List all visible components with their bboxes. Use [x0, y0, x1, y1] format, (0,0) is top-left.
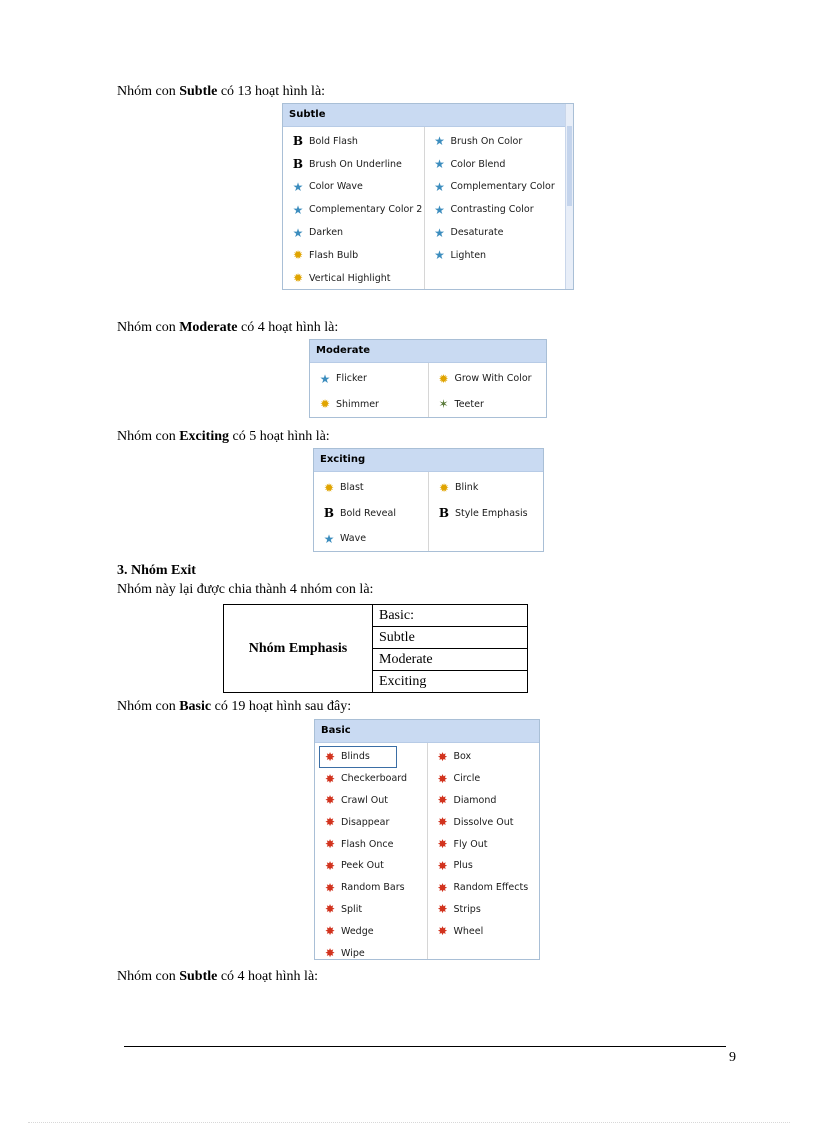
table-cell: Moderate: [373, 649, 528, 671]
effect-label: Split: [341, 903, 363, 915]
effect-item[interactable]: [315, 855, 427, 877]
flash-star-icon: ✹: [438, 480, 450, 495]
flash-star-icon: ✹: [319, 397, 331, 412]
emphasis-groups-table: [223, 604, 528, 693]
color-star-icon: ★: [319, 371, 331, 386]
effect-label: Bold Flash: [309, 135, 358, 147]
effect-item[interactable]: [428, 790, 540, 812]
effect-item[interactable]: [314, 501, 428, 527]
flash-star-icon: ✹: [323, 480, 335, 495]
effect-label: Box: [453, 751, 472, 763]
effect-item[interactable]: [425, 130, 566, 153]
effect-label: Teeter: [454, 398, 484, 410]
panel-header: Moderate: [310, 340, 546, 363]
color-star-icon: ★: [292, 225, 304, 240]
effect-label: Crawl Out: [341, 794, 389, 806]
scrollbar-thumb[interactable]: [567, 126, 572, 206]
effect-label: Wedge: [341, 925, 374, 937]
effect-item[interactable]: [425, 198, 566, 221]
effect-item[interactable]: [428, 855, 540, 877]
color-star-icon: ★: [323, 531, 335, 546]
effects-column-left: [283, 127, 424, 289]
effect-item[interactable]: [429, 392, 547, 418]
effects-column-right: [427, 743, 540, 959]
scrollbar[interactable]: [565, 104, 573, 289]
effect-item[interactable]: [429, 475, 543, 501]
effects-column-right: [428, 363, 547, 417]
exit-star-icon: ✸: [324, 880, 336, 895]
effect-label: Style Emphasis: [455, 507, 528, 519]
effects-column-right: [424, 127, 566, 289]
effect-label: Circle: [453, 773, 481, 785]
effect-item[interactable]: [315, 768, 427, 790]
bold-effect-icon: B: [438, 506, 450, 521]
exit-star-icon: ✸: [437, 749, 448, 764]
paragraph-subtle-intro: Nhóm con Subtle có 13 hoạt hình là:: [117, 84, 326, 99]
effect-item[interactable]: [429, 501, 543, 527]
exit-star-icon: ✸: [437, 880, 448, 895]
effect-label: Color Wave: [309, 181, 363, 193]
paragraph-basic-intro: Nhóm con Basic có 19 hoạt hình sau đây:: [117, 699, 352, 714]
effect-label: Diamond: [453, 794, 497, 806]
effect-label: Blink: [455, 482, 479, 494]
paragraph-subtle-exit-intro: Nhóm con Subtle có 4 hoạt hình là:: [117, 969, 319, 984]
exit-star-icon: ✸: [324, 837, 336, 852]
effect-item[interactable]: [283, 130, 424, 153]
table-cell: Exciting: [373, 671, 528, 693]
page-number: 9: [729, 1050, 736, 1065]
exit-star-icon: ✸: [324, 924, 336, 939]
effect-item[interactable]: [310, 392, 428, 418]
exit-star-icon: ✸: [324, 858, 336, 873]
effect-label: Wheel: [453, 925, 484, 937]
exit-star-icon: ✸: [324, 749, 336, 764]
effect-label: Flicker: [336, 373, 367, 385]
effect-item[interactable]: [315, 811, 427, 833]
effect-label: Blinds: [341, 751, 370, 763]
exit-star-icon: ✸: [437, 924, 448, 939]
effect-item[interactable]: [314, 526, 428, 552]
exit-star-icon: ✸: [437, 793, 448, 808]
effect-label: Blast: [340, 482, 364, 494]
section-heading-exit: 3. Nhóm Exit: [117, 563, 196, 578]
effect-label: Peek Out: [341, 860, 384, 872]
effect-label: Color Blend: [450, 158, 506, 170]
effect-item[interactable]: [283, 267, 424, 290]
effect-label: Strips: [453, 903, 481, 915]
table-cell: Subtle: [373, 627, 528, 649]
paragraph-exciting-intro: Nhóm con Exciting có 5 hoạt hình là:: [117, 429, 330, 444]
effect-item[interactable]: [283, 153, 424, 176]
effect-label: Flash Once: [341, 838, 394, 850]
effect-item[interactable]: [283, 244, 424, 267]
effect-item[interactable]: [428, 768, 540, 790]
effect-item[interactable]: [425, 221, 566, 244]
exit-star-icon: ✸: [324, 902, 336, 917]
effect-label: Disappear: [341, 816, 390, 828]
effect-label: Contrasting Color: [450, 204, 534, 216]
effect-label: Wipe: [341, 947, 365, 959]
effect-item[interactable]: [283, 221, 424, 244]
exit-star-icon: ✸: [437, 815, 448, 830]
effect-label: Flash Bulb: [309, 249, 359, 261]
effect-label: Random Effects: [453, 882, 529, 894]
effect-label: Wave: [340, 533, 367, 545]
effect-item[interactable]: [283, 198, 424, 221]
subtle-effects-panel: [282, 103, 574, 290]
effects-column-right: [428, 472, 543, 551]
exit-star-icon: ✸: [437, 837, 448, 852]
bold-effect-icon: B: [323, 506, 335, 521]
effect-item[interactable]: [428, 746, 540, 768]
exit-star-icon: ✸: [437, 902, 448, 917]
effect-item[interactable]: [428, 877, 540, 899]
flash-star-icon: ✹: [438, 371, 449, 386]
exit-star-icon: ✸: [324, 946, 336, 960]
effect-label: Bold Reveal: [340, 507, 396, 519]
color-star-icon: ★: [434, 248, 445, 263]
flash-star-icon: ✹: [292, 271, 304, 286]
color-star-icon: ★: [434, 225, 445, 240]
effect-item[interactable]: [315, 790, 427, 812]
table-cell: Basic:: [373, 605, 528, 627]
bold-effect-icon: B: [292, 157, 304, 172]
effect-item[interactable]: [425, 244, 566, 267]
effect-item[interactable]: [315, 833, 427, 855]
effect-item[interactable]: [283, 176, 424, 199]
effect-label: Complementary Color: [450, 181, 555, 193]
color-star-icon: ★: [292, 202, 304, 217]
effect-item[interactable]: [428, 811, 540, 833]
panel-header: Subtle: [283, 104, 573, 127]
effect-label: Checkerboard: [341, 773, 408, 785]
footer-rule: [124, 1046, 726, 1047]
effect-label: Desaturate: [450, 227, 504, 239]
exit-star-icon: ✸: [324, 815, 336, 830]
exit-star-icon: ✸: [324, 771, 336, 786]
effect-item[interactable]: [428, 833, 540, 855]
color-star-icon: ★: [434, 157, 445, 172]
effect-label: Brush On Underline: [309, 158, 402, 170]
exciting-effects-panel: [313, 448, 544, 552]
color-star-icon: ★: [434, 179, 445, 194]
effect-item[interactable]: [428, 920, 540, 942]
effect-label: Random Bars: [341, 882, 405, 894]
basic-effects-panel: [314, 719, 540, 960]
bold-effect-icon: B: [292, 134, 304, 149]
effect-item[interactable]: [425, 176, 566, 199]
color-star-icon: ★: [434, 202, 445, 217]
effect-item[interactable]: [315, 877, 427, 899]
effect-item[interactable]: [315, 899, 427, 921]
effects-column-left: [315, 743, 427, 959]
effect-label: Fly Out: [453, 838, 488, 850]
flash-star-icon: ✹: [292, 248, 304, 263]
effect-item[interactable]: [314, 475, 428, 501]
effect-label: Brush On Color: [450, 135, 523, 147]
effect-item[interactable]: [429, 366, 547, 392]
exit-star-icon: ✸: [437, 771, 448, 786]
exit-star-icon: ✸: [437, 858, 448, 873]
effect-label: Plus: [453, 860, 473, 872]
color-star-icon: ★: [434, 134, 445, 149]
effects-column-left: [314, 472, 428, 551]
effect-label: Darken: [309, 227, 344, 239]
teeter-star-icon: ✶: [438, 397, 449, 412]
effect-label: Lighten: [450, 249, 487, 261]
effect-label: Complementary Color 2: [309, 204, 423, 216]
effects-column-left: [310, 363, 428, 417]
effect-label: Dissolve Out: [453, 816, 514, 828]
effect-item[interactable]: [315, 920, 427, 942]
table-group-label: Nhóm Emphasis: [224, 605, 373, 693]
effect-item[interactable]: [319, 746, 397, 768]
effect-item[interactable]: [315, 942, 427, 960]
effect-label: Grow With Color: [454, 373, 532, 385]
color-star-icon: ★: [292, 179, 304, 194]
effect-label: Shimmer: [336, 398, 379, 410]
effect-label: Vertical Highlight: [309, 272, 391, 284]
paragraph-subgroups: Nhóm này lại được chia thành 4 nhóm con là:: [117, 582, 374, 597]
moderate-effects-panel: [309, 339, 547, 418]
effect-item[interactable]: [428, 899, 540, 921]
effect-item[interactable]: [310, 366, 428, 392]
paragraph-moderate-intro: Nhóm con Moderate có 4 hoạt hình là:: [117, 320, 339, 335]
effect-item[interactable]: [425, 153, 566, 176]
panel-header: Exciting: [314, 449, 543, 472]
exit-star-icon: ✸: [324, 793, 336, 808]
panel-header: Basic: [315, 720, 539, 743]
